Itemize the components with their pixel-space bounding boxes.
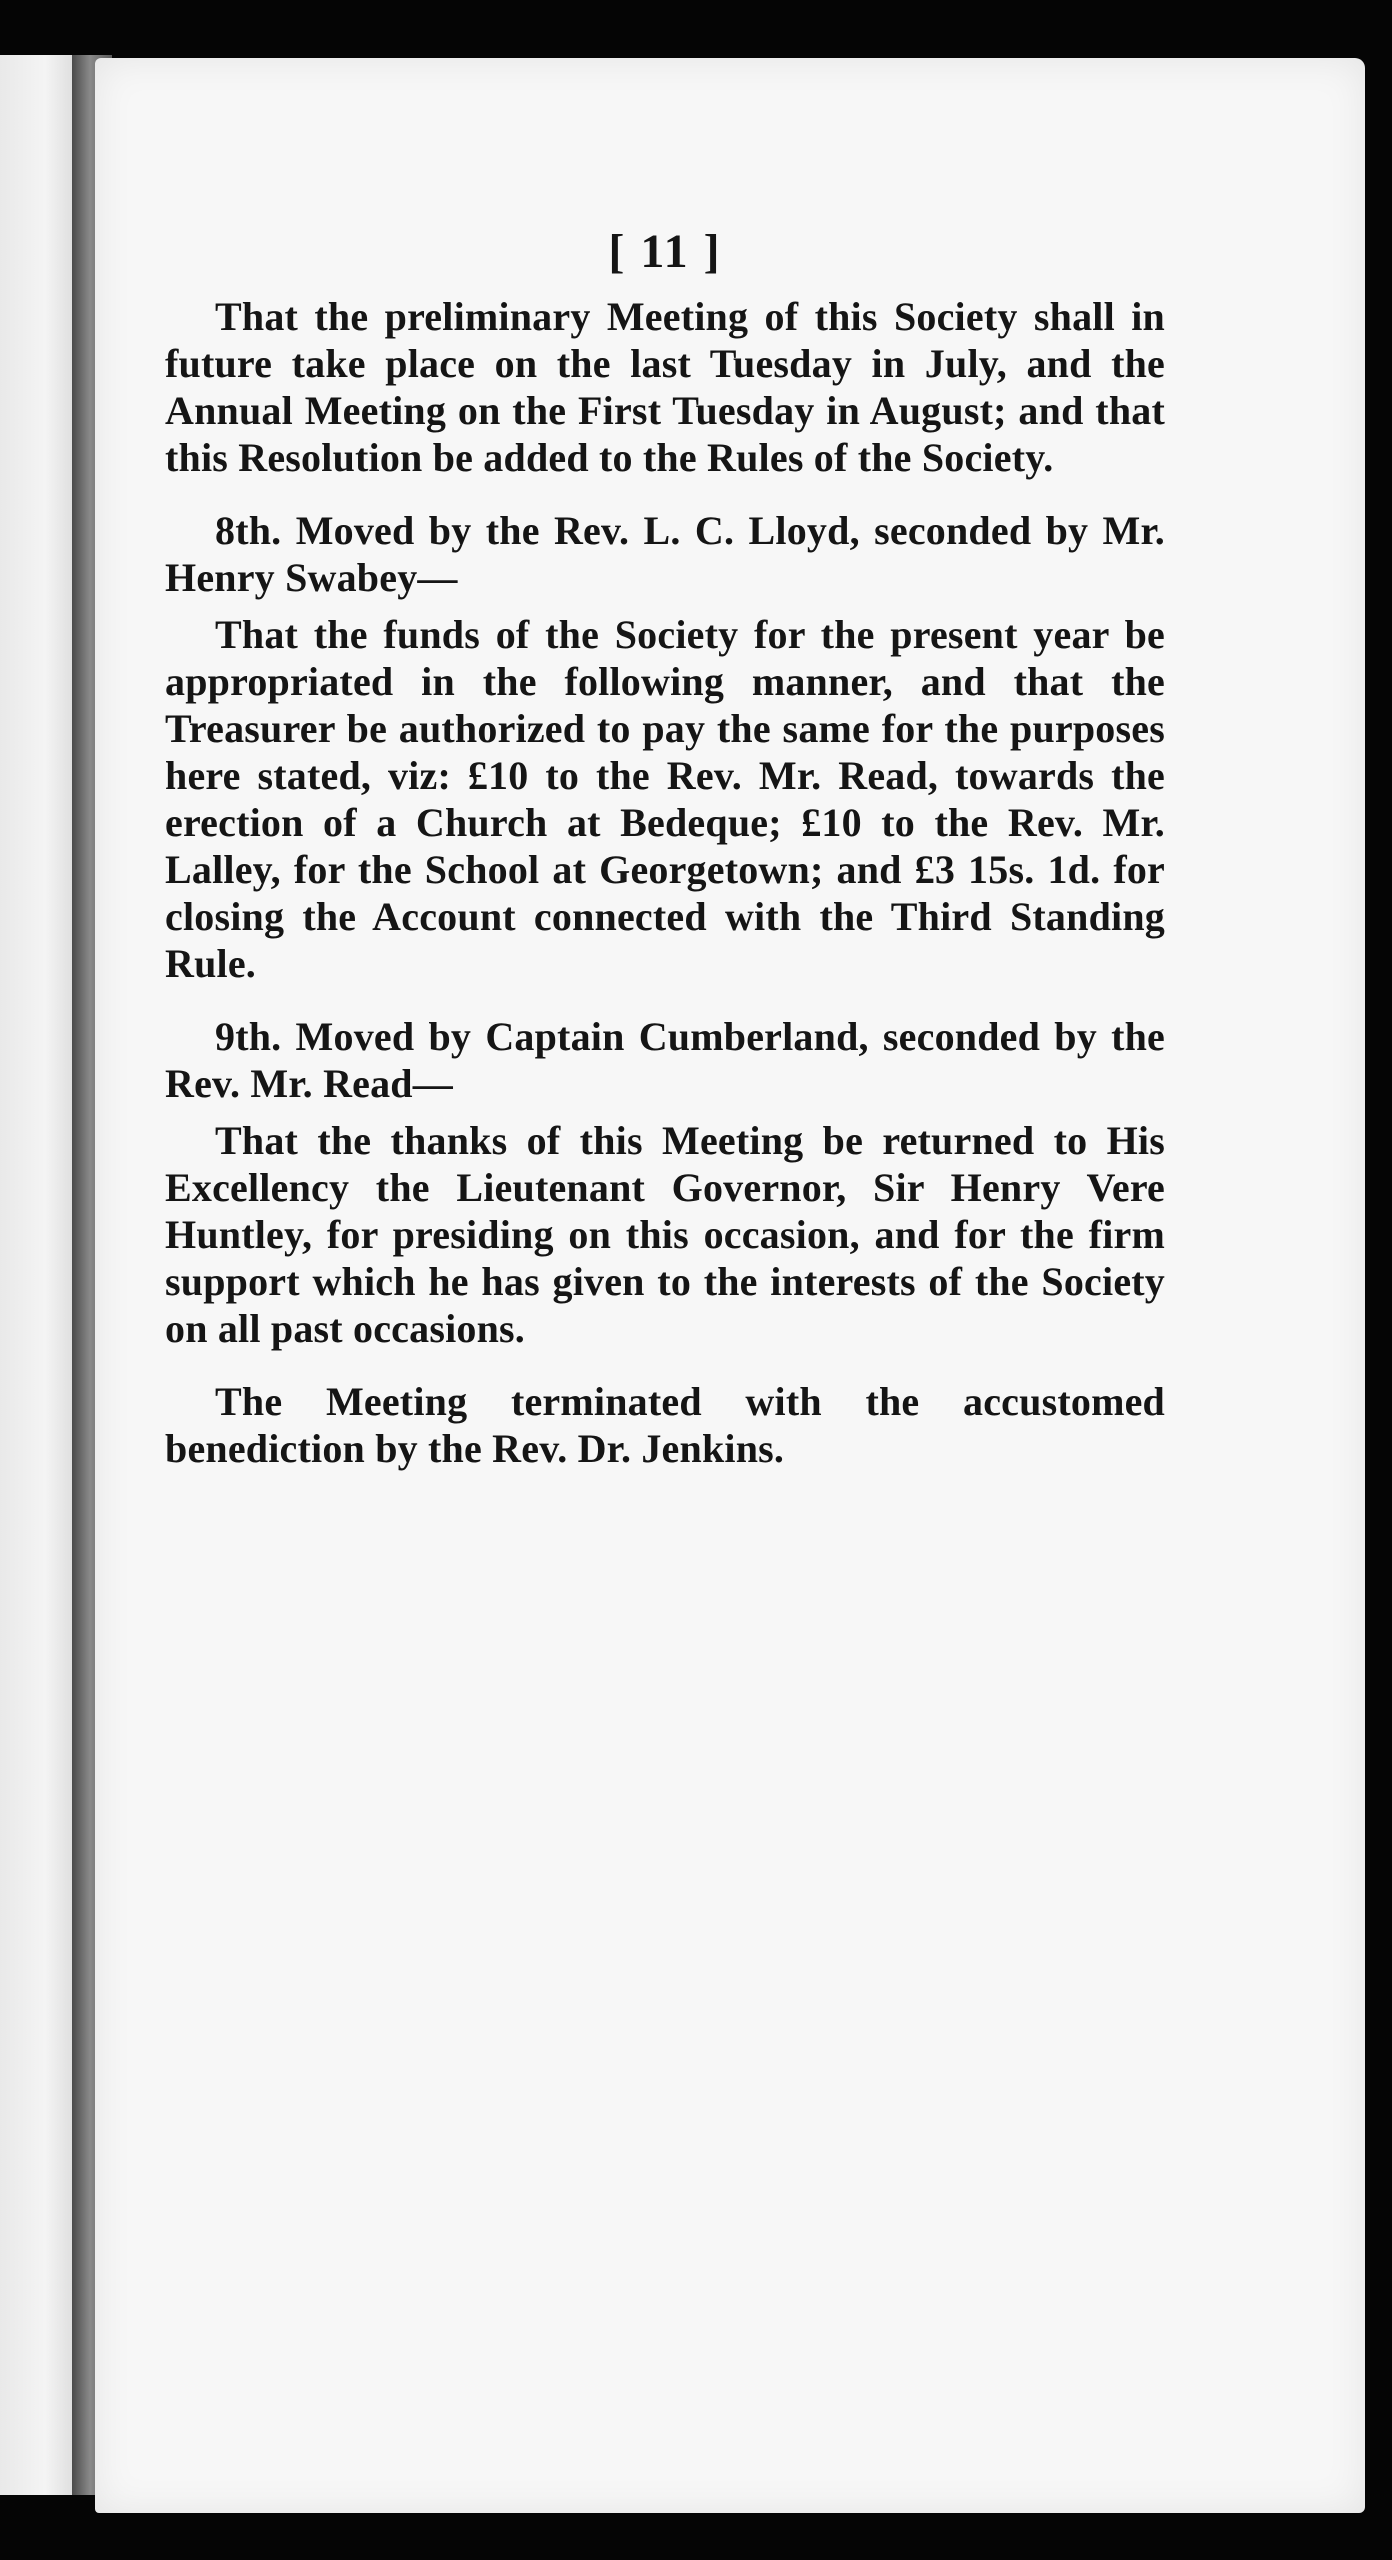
page-number: [ 11 ] — [608, 225, 722, 278]
paragraph-eighth-motion: 8th. Moved by the Rev. L. C. Lloyd, seconded by Mr. Henry Swabey— — [165, 508, 1165, 600]
document-page — [95, 58, 1365, 2513]
paragraph-funds-appropriation: That the funds of the Society for the present year be appropriated in the following manner, and that the Treasurer be authorized to pay the same for the purposes here stated, viz: £10 to the Rev. Mr. Read, towards the erection of a Church at Bedeque; £10 to the Rev. Mr. Lalley, for the School at Georgetown; and £3 15s. 1d. for closing the Account connected with the Third Standing Rule. — [165, 612, 1165, 986]
paragraph-thanks-governor: That the thanks of this Meeting be returned to His Excellency the Lieutenant Governor, Sir Henry Vere Huntley, for presiding on this occasion, and for the firm support which he has given to the interests of the Society on all past occasions. — [165, 1118, 1165, 1351]
paragraph-ninth-motion: 9th. Moved by Captain Cumberland, seconded by the Rev. Mr. Read— — [165, 1014, 1165, 1106]
page-text — [165, 225, 1165, 1498]
paragraph-benediction: The Meeting terminated with the accustomed benediction by the Rev. Dr. Jenkins. — [165, 1379, 1165, 1471]
paragraph-meeting-dates: That the preliminary Meeting of this Society shall in future take place on the last Tuesday in July, and the Annual Meeting on the First Tuesday in August; and that this Resolution be added to the Rules of the Society. — [165, 294, 1165, 480]
facing-page-edge — [0, 55, 82, 2495]
